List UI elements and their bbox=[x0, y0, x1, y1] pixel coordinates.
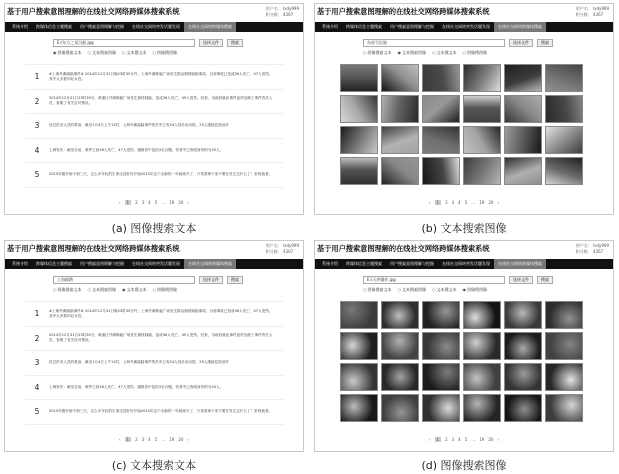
nav-item-4[interactable]: 在线社交网络跨媒体搜索 bbox=[494, 259, 546, 269]
image-thumbnail[interactable] bbox=[504, 301, 542, 329]
page-link[interactable]: … bbox=[161, 437, 166, 442]
page-link[interactable]: 1 bbox=[126, 200, 130, 205]
image-thumbnail[interactable] bbox=[504, 394, 542, 422]
result-text: #上海外滩踩踏事件# 2014年12月31日晚23时35分许，上海外滩陈毅广场发生群众拥挤踩踏事故。目前事故已造成36人死亡、47人受伤。其中大多数年轻女性。 bbox=[49, 308, 273, 318]
page-link[interactable]: 3 bbox=[451, 437, 455, 442]
result-number: 1 bbox=[34, 72, 40, 82]
panel-image-to-image bbox=[314, 240, 614, 452]
panel-text-to-text bbox=[4, 240, 304, 452]
app-header bbox=[315, 241, 613, 259]
result-text: 2015年刚开始不到三天，这么多年轻的生命还没好好开始2015年这个全新的一年就离开了，只希望事下来不要在发生这什么了！祈祷逝者。 bbox=[49, 172, 273, 177]
image-thumbnail[interactable] bbox=[340, 332, 378, 360]
image-thumbnail[interactable] bbox=[340, 301, 378, 329]
page-link[interactable]: 2 bbox=[135, 437, 138, 442]
score: 积分数： 4367 bbox=[575, 249, 604, 254]
result-number: 1 bbox=[34, 309, 40, 319]
page-link[interactable]: 20 bbox=[178, 200, 184, 205]
radio-option-2[interactable]: ○ 文本搜文本 bbox=[432, 50, 457, 56]
page-link[interactable]: 1 bbox=[436, 200, 440, 205]
text-results bbox=[25, 64, 283, 188]
choose-file-button[interactable]: 选择文件 bbox=[199, 276, 223, 284]
user-info bbox=[576, 6, 609, 18]
search-mode-options bbox=[5, 47, 303, 56]
image-thumbnail[interactable] bbox=[381, 332, 419, 360]
page-link[interactable]: ‹ bbox=[118, 200, 121, 205]
image-thumbnail[interactable] bbox=[340, 95, 378, 123]
radio-option-1[interactable]: ◉ 文本搜索图像 bbox=[398, 50, 427, 56]
radio-option-2[interactable]: ○ 文本搜文本 bbox=[432, 287, 457, 293]
image-thumbnail[interactable] bbox=[340, 157, 378, 185]
image-thumbnail[interactable] bbox=[504, 126, 542, 154]
page-link[interactable]: 20 bbox=[488, 437, 494, 442]
image-thumbnail[interactable] bbox=[463, 126, 501, 154]
result-number: 2 bbox=[34, 96, 40, 106]
image-thumbnail[interactable] bbox=[381, 95, 419, 123]
choose-file-button[interactable]: 选择文件 bbox=[199, 39, 223, 47]
image-thumbnail[interactable] bbox=[545, 126, 583, 154]
result-text: 2014年12月31日23时35分，黄浦区外滩陈毅广场发生拥挤踩踏，造成36人死亡，49人受伤。经查，市政府就此事件追责处理了事件责任人员，查明了有关应对情况。 bbox=[49, 96, 273, 106]
search-input[interactable]: E:/东方之星沉船.jpg bbox=[53, 39, 195, 47]
result-number: 4 bbox=[34, 382, 40, 392]
search-row bbox=[315, 32, 613, 47]
username: 用户名： lxdy999 bbox=[265, 243, 299, 248]
caption-d: (d) 图像搜索图像 bbox=[421, 459, 507, 472]
radio-option-0[interactable]: ○ 图像搜索文本 bbox=[363, 50, 392, 56]
nav-item-1[interactable]: 跨媒体信息主题搜索 bbox=[36, 261, 72, 266]
search-button[interactable]: 搜索 bbox=[227, 276, 243, 284]
result-text: 上海发布：截至目前，事件已致36人死亡，47人受伤。遇难者中包括3名台胞。伤者中已查明身份的为33人。 bbox=[49, 384, 224, 389]
page-link[interactable]: 5 bbox=[464, 437, 468, 442]
user-info bbox=[266, 243, 299, 255]
image-thumbnail[interactable] bbox=[463, 394, 501, 422]
nav-bar bbox=[315, 22, 613, 32]
list-item[interactable] bbox=[25, 90, 283, 115]
search-mode-options bbox=[5, 284, 303, 293]
score: 积分数： 4367 bbox=[265, 249, 294, 254]
page-link[interactable]: › bbox=[497, 200, 500, 205]
page-link[interactable]: 1 bbox=[126, 437, 130, 442]
page-link[interactable]: 5 bbox=[464, 200, 468, 205]
nav-item-4[interactable]: 在线社交网络跨媒体搜索 bbox=[494, 22, 546, 32]
image-thumbnail[interactable] bbox=[381, 64, 419, 92]
radio-option-1[interactable]: ○ 文本搜索图像 bbox=[88, 50, 117, 56]
search-button[interactable]: 搜索 bbox=[227, 39, 243, 47]
image-thumbnail[interactable] bbox=[422, 332, 460, 360]
radio-option-2[interactable]: ◉ 文本搜文本 bbox=[122, 287, 147, 293]
result-number: 2 bbox=[34, 333, 40, 343]
caption-c: (c) 文本搜索文本 bbox=[111, 459, 197, 472]
nav-item-1[interactable]: 跨媒体信息主题搜索 bbox=[36, 24, 72, 29]
radio-option-0[interactable]: ◉ 图像搜索文本 bbox=[53, 50, 82, 56]
page-link[interactable]: 3 bbox=[451, 200, 455, 205]
radio-option-3[interactable]: ○ 图像搜图像 bbox=[153, 287, 178, 293]
image-thumbnail[interactable] bbox=[504, 332, 542, 360]
image-thumbnail[interactable] bbox=[381, 394, 419, 422]
image-thumbnail[interactable] bbox=[422, 126, 460, 154]
page-link[interactable]: ‹ bbox=[118, 437, 121, 442]
page-link[interactable]: 4 bbox=[148, 437, 151, 442]
list-item[interactable] bbox=[25, 163, 283, 188]
image-thumbnail[interactable] bbox=[463, 301, 501, 329]
nav-item-0[interactable]: 系统介绍 bbox=[322, 24, 338, 29]
image-thumbnail[interactable] bbox=[545, 301, 583, 329]
image-thumbnail[interactable] bbox=[504, 157, 542, 185]
app-title: 基于用户搜索意图理解的在线社交网络跨媒体搜索系统 bbox=[7, 244, 180, 253]
image-thumbnail[interactable] bbox=[422, 157, 460, 185]
nav-item-4[interactable]: 在线社交网络跨媒体搜索 bbox=[184, 22, 236, 32]
radio-option-1[interactable]: ○ 文本搜索图像 bbox=[398, 287, 427, 293]
result-text: 2015年刚开始不到三天，这么多年轻的生命还没好好开始2015年这个全新的一年就离开了，只希望事下来不要在发生这什么了！祈祷逝者。 bbox=[49, 409, 273, 414]
search-input[interactable]: 上海踩踏 bbox=[53, 276, 195, 284]
page-link[interactable]: 19 bbox=[169, 200, 175, 205]
page-link[interactable]: 5 bbox=[154, 200, 158, 205]
user-info bbox=[576, 243, 609, 255]
search-button[interactable]: 搜索 bbox=[537, 276, 553, 284]
page-link[interactable]: 5 bbox=[154, 437, 158, 442]
choose-file-button[interactable]: 选择文件 bbox=[509, 276, 533, 284]
search-mode-options bbox=[315, 47, 613, 56]
radio-option-3[interactable]: ○ 图像搜图像 bbox=[153, 50, 178, 56]
page-link[interactable]: 20 bbox=[488, 200, 494, 205]
image-thumbnail[interactable] bbox=[545, 157, 583, 185]
image-thumbnail[interactable] bbox=[340, 64, 378, 92]
page-link[interactable]: 19 bbox=[479, 200, 485, 205]
result-number: 3 bbox=[34, 121, 40, 131]
list-item[interactable] bbox=[25, 65, 283, 90]
nav-item-3[interactable]: 在线社交网络突发话题发现 bbox=[132, 261, 180, 266]
image-thumbnail[interactable] bbox=[504, 363, 542, 391]
caption-b: (b) 文本搜索图像 bbox=[421, 222, 507, 235]
result-text: 2014年12月31日23时35分，黄浦区外滩陈毅广场发生拥挤踩踏，造成36人死亡，49人受伤。经查，市政府就此事件追责处理了事件责任人员，查明了有关应对情况。 bbox=[49, 333, 273, 343]
username: 用户名： lxdy999 bbox=[575, 6, 609, 11]
search-row bbox=[5, 269, 303, 284]
page-link[interactable]: … bbox=[471, 437, 476, 442]
app-header bbox=[5, 4, 303, 22]
nav-item-1[interactable]: 跨媒体信息主题搜索 bbox=[346, 261, 382, 266]
image-thumbnail[interactable] bbox=[463, 363, 501, 391]
nav-item-3[interactable]: 在线社交网络突发话题发现 bbox=[132, 24, 180, 29]
result-number: 5 bbox=[34, 407, 40, 417]
nav-item-3[interactable]: 在线社交网络突发话题发现 bbox=[442, 261, 490, 266]
user-info bbox=[266, 6, 299, 18]
pagination bbox=[315, 200, 613, 205]
nav-bar bbox=[5, 259, 303, 269]
search-input[interactable]: E:/天津爆炸.jpg bbox=[363, 276, 505, 284]
nav-item-4[interactable]: 在线社交网络跨媒体搜索 bbox=[184, 259, 236, 269]
nav-item-0[interactable]: 系统介绍 bbox=[12, 261, 28, 266]
nav-bar bbox=[5, 22, 303, 32]
choose-file-button[interactable]: 选择文件 bbox=[509, 39, 533, 47]
list-item[interactable] bbox=[25, 327, 283, 352]
nav-item-1[interactable]: 跨媒体信息主题搜索 bbox=[346, 24, 382, 29]
page-link[interactable]: › bbox=[187, 200, 190, 205]
nav-item-0[interactable]: 系统介绍 bbox=[12, 24, 28, 29]
image-thumbnail[interactable] bbox=[381, 301, 419, 329]
image-thumbnail[interactable] bbox=[422, 301, 460, 329]
image-thumbnail[interactable] bbox=[545, 64, 583, 92]
text-results bbox=[25, 301, 283, 425]
image-thumbnail[interactable] bbox=[463, 332, 501, 360]
page-link[interactable]: ‹ bbox=[428, 437, 431, 442]
image-thumbnail[interactable] bbox=[422, 64, 460, 92]
image-thumbnail[interactable] bbox=[422, 394, 460, 422]
app-title: 基于用户搜索意图理解的在线社交网络跨媒体搜索系统 bbox=[7, 7, 180, 16]
nav-item-2[interactable]: 用户搜索意图理解与挖掘 bbox=[80, 24, 124, 29]
page-link[interactable]: 20 bbox=[178, 437, 184, 442]
nav-item-0[interactable]: 系统介绍 bbox=[322, 261, 338, 266]
image-thumbnail[interactable] bbox=[340, 126, 378, 154]
image-results bbox=[340, 301, 583, 422]
nav-item-2[interactable]: 用户搜索意图理解与挖掘 bbox=[390, 24, 434, 29]
page-link[interactable]: › bbox=[497, 437, 500, 442]
nav-bar bbox=[315, 259, 613, 269]
panel-image-to-text bbox=[4, 3, 304, 215]
list-item[interactable] bbox=[25, 302, 283, 327]
result-text: 上海发布：截至目前，事件已致36人死亡，47人受伤。遇难者中包括3名台胞。伤者中已查明身份的为33人。 bbox=[49, 147, 224, 152]
image-thumbnail[interactable] bbox=[504, 95, 542, 123]
list-item[interactable] bbox=[25, 351, 283, 376]
pagination bbox=[5, 200, 303, 205]
list-item[interactable] bbox=[25, 139, 283, 164]
image-thumbnail[interactable] bbox=[463, 95, 501, 123]
result-number: 4 bbox=[34, 145, 40, 155]
search-mode-options bbox=[315, 284, 613, 293]
image-thumbnail[interactable] bbox=[381, 126, 419, 154]
page-link[interactable]: 19 bbox=[479, 437, 485, 442]
image-thumbnail[interactable] bbox=[504, 64, 542, 92]
username: 用户名： lxdy999 bbox=[575, 243, 609, 248]
radio-option-0[interactable]: ○ 图像搜索文本 bbox=[53, 287, 82, 293]
page-link[interactable]: ‹ bbox=[428, 200, 431, 205]
result-text: #上海外滩踩踏事件# 2014年12月31日晚23时35分许，上海外滩陈毅广场发生群众拥挤踩踏事故。目前事故已造成36人死亡、47人受伤。其中大多数年轻女性。 bbox=[49, 71, 273, 81]
score: 积分数： 4367 bbox=[575, 12, 604, 17]
page-link[interactable]: 2 bbox=[135, 200, 138, 205]
image-thumbnail[interactable] bbox=[463, 64, 501, 92]
radio-option-1[interactable]: ○ 文本搜索图像 bbox=[88, 287, 117, 293]
result-text: 经过医务人员的救治，截至1月4日上午11时，上海外滩踩踏事件伤员中已有24人经诊治出院，25人继续住院治疗 bbox=[49, 123, 230, 128]
image-thumbnail[interactable] bbox=[381, 363, 419, 391]
image-thumbnail[interactable] bbox=[340, 363, 378, 391]
result-number: 5 bbox=[34, 170, 40, 180]
nav-item-2[interactable]: 用户搜索意图理解与挖掘 bbox=[390, 261, 434, 266]
page-link[interactable]: 4 bbox=[148, 200, 151, 205]
username: 用户名： lxdy999 bbox=[265, 6, 299, 11]
radio-option-3[interactable]: ◉ 图像搜图像 bbox=[463, 287, 488, 293]
radio-option-2[interactable]: ○ 文本搜文本 bbox=[122, 50, 147, 56]
page-link[interactable]: 1 bbox=[436, 437, 440, 442]
image-thumbnail[interactable] bbox=[422, 95, 460, 123]
score: 积分数： 4367 bbox=[265, 12, 294, 17]
search-row bbox=[315, 269, 613, 284]
search-input[interactable]: 东星号沉船 bbox=[363, 39, 505, 47]
page-link[interactable]: 2 bbox=[445, 437, 448, 442]
page-link[interactable]: 3 bbox=[141, 200, 145, 205]
result-text: 经过医务人员的救治，截至1月4日上午11时，上海外滩踩踏事件伤员中已有24人经诊治出院，25人继续住院治疗 bbox=[49, 360, 230, 365]
search-row bbox=[5, 32, 303, 47]
search-button[interactable]: 搜索 bbox=[537, 39, 553, 47]
image-thumbnail[interactable] bbox=[545, 332, 583, 360]
image-thumbnail[interactable] bbox=[422, 363, 460, 391]
app-header bbox=[5, 241, 303, 259]
image-thumbnail[interactable] bbox=[463, 157, 501, 185]
image-thumbnail[interactable] bbox=[545, 363, 583, 391]
nav-item-2[interactable]: 用户搜索意图理解与挖掘 bbox=[80, 261, 124, 266]
page-link[interactable]: 3 bbox=[141, 437, 145, 442]
pagination bbox=[5, 437, 303, 442]
nav-item-3[interactable]: 在线社交网络突发话题发现 bbox=[442, 24, 490, 29]
pagination bbox=[315, 437, 613, 442]
image-thumbnail[interactable] bbox=[381, 157, 419, 185]
page-link[interactable]: › bbox=[187, 437, 190, 442]
app-title: 基于用户搜索意图理解的在线社交网络跨媒体搜索系统 bbox=[317, 244, 490, 253]
page-link[interactable]: 19 bbox=[169, 437, 175, 442]
page-link[interactable]: 2 bbox=[445, 200, 448, 205]
page-link[interactable]: 4 bbox=[458, 437, 461, 442]
image-results bbox=[340, 64, 583, 185]
image-thumbnail[interactable] bbox=[545, 95, 583, 123]
list-item[interactable] bbox=[25, 376, 283, 401]
result-number: 3 bbox=[34, 358, 40, 368]
image-thumbnail[interactable] bbox=[340, 394, 378, 422]
page-link[interactable]: … bbox=[471, 200, 476, 205]
radio-option-0[interactable]: ○ 图像搜索文本 bbox=[363, 287, 392, 293]
app-title: 基于用户搜索意图理解的在线社交网络跨媒体搜索系统 bbox=[317, 7, 490, 16]
list-item[interactable] bbox=[25, 114, 283, 139]
image-thumbnail[interactable] bbox=[545, 394, 583, 422]
page-link[interactable]: … bbox=[161, 200, 166, 205]
caption-a: (a) 图像搜索文本 bbox=[111, 222, 197, 235]
page-link[interactable]: 4 bbox=[458, 200, 461, 205]
list-item[interactable] bbox=[25, 400, 283, 425]
radio-option-3[interactable]: ○ 图像搜图像 bbox=[463, 50, 488, 56]
panel-text-to-image bbox=[314, 3, 614, 215]
app-header bbox=[315, 4, 613, 22]
